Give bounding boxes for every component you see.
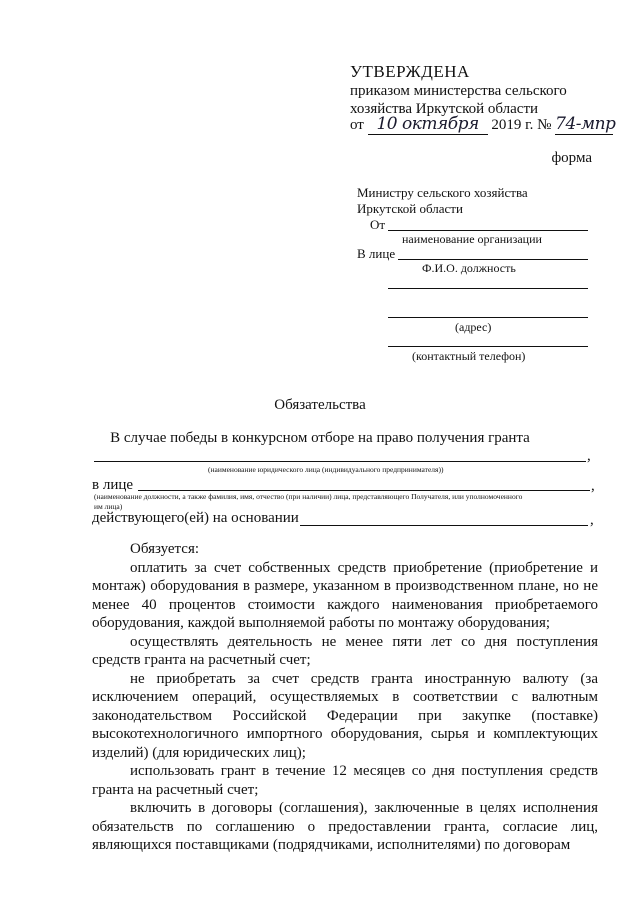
- obligation-item: оплатить за счет собственных средств приобретение (приобретение и монтаж) оборудования в размере, указанном в производственном плане, но не менее 40 процентов стоимости каждого наименования приобретаемого оборудования, каждой выполняемой работы по монтажу оборудования;: [92, 559, 598, 631]
- fio-caption: Ф.И.О. должность: [422, 261, 516, 275]
- person-caption-line-2: им лица): [94, 502, 123, 511]
- document-title: Обязательства: [274, 397, 366, 413]
- person-caption-line-1: (наименование должности, а также фамилия, имя, отчество (при наличии) лица, представляющего Получателя, или уполномоченного: [94, 492, 523, 501]
- approval-year-number: 2019 г. №: [491, 117, 552, 133]
- approval-order-line-1: приказом министерства сельского: [350, 83, 567, 99]
- obligation-item: использовать грант в течение 12 месяцев со дня поступления средств гранта на расчетный счет;: [92, 763, 598, 798]
- person-name-line: [398, 259, 588, 260]
- entity-name-line: [94, 461, 586, 462]
- form-label: форма: [551, 150, 592, 166]
- addressee-line-2: Иркутской области: [357, 201, 463, 216]
- basis-line: [300, 525, 588, 526]
- addressee-person-label: В лице: [357, 246, 396, 261]
- entity-comma: ,: [587, 448, 591, 464]
- obligations-heading: Обязуется:: [130, 541, 200, 557]
- obligations-body: [92, 540, 598, 855]
- approval-date-line: [350, 114, 616, 135]
- approval-order-line-2: хозяйства Иркутской области: [350, 101, 539, 117]
- obligation-item: не приобретать за счет средств гранта иностранную валюту (за исключением операций, осуществляемых в соответствии с валютным законодательством Российской Федерации при закупке (поставке) высокотехнологичного импортного оборудования, сырья и комплектующих изделий) (для юридических лиц);: [92, 670, 598, 761]
- fill-person-line: [138, 490, 590, 491]
- organization-name-line: [388, 230, 588, 231]
- address-caption: (адрес): [455, 320, 492, 334]
- approval-heading: УТВЕРЖДЕНА: [350, 62, 470, 81]
- obligation-item: включить в договоры (соглашения), заключенные в целях исполнения обязательств по соглашению о предоставлении гранта, согласие лиц, являющихся поставщиками (подрядчиками, исполнителями) по договорам: [92, 800, 598, 853]
- intro-text: В случае победы в конкурсном отборе на право получения гранта: [110, 430, 530, 446]
- entity-caption: (наименование юридического лица (индивидуального предпринимателя)): [208, 465, 444, 474]
- person-comma: ,: [591, 478, 595, 494]
- basis-label: действующего(ей) на основании: [92, 510, 299, 526]
- phone-caption: (контактный телефон): [412, 349, 526, 363]
- addressee-from-label: От: [370, 217, 386, 232]
- addressee-line-1: Министру сельского хозяйства: [357, 185, 528, 200]
- fill-person-label: в лице: [92, 477, 134, 493]
- obligation-item: осуществлять деятельность не менее пяти лет со дня поступления средств гранта на расчетный счет;: [92, 633, 598, 668]
- approval-number-field: [555, 114, 616, 135]
- approval-date-handwritten: 10 октября: [376, 114, 479, 134]
- basis-comma: ,: [590, 512, 594, 528]
- address-line: [388, 317, 588, 318]
- phone-line: [388, 346, 588, 347]
- approval-date-field: [368, 114, 488, 135]
- approval-number-handwritten: 74-мпр: [555, 114, 616, 134]
- organization-name-caption: наименование организации: [402, 232, 542, 246]
- blank-line-1: [388, 288, 588, 289]
- approval-from-prefix: от: [350, 117, 364, 133]
